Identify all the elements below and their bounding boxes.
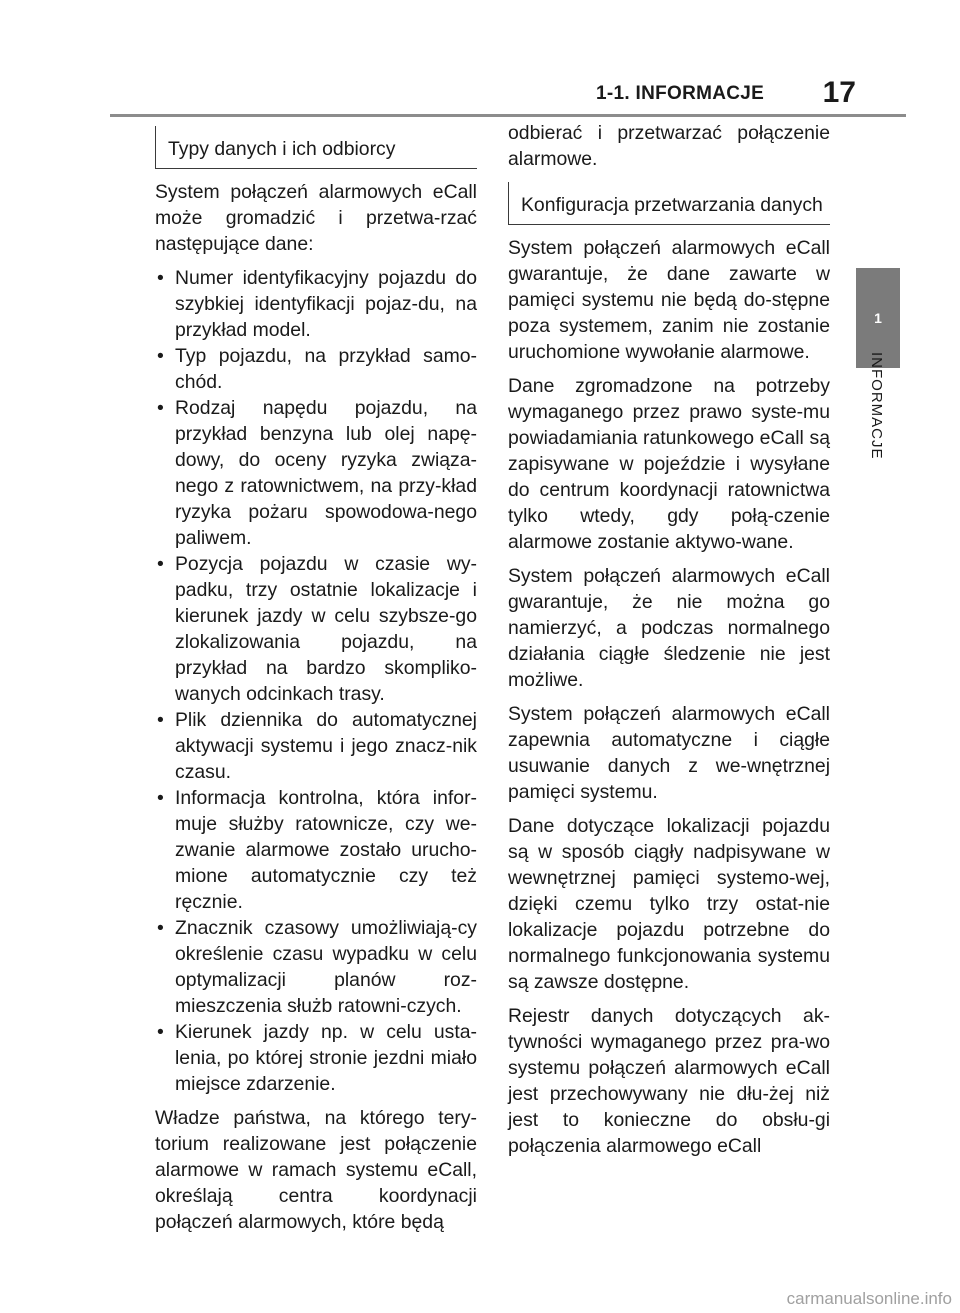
- body-paragraph: System połączeń alarmowych eCall zapewnia automatyczne i ciągłe usuwanie danych z we-wnętrznej pamięci systemu.: [508, 703, 830, 803]
- list-item: • Typ pojazdu, na przykład samo-chód.: [155, 343, 477, 395]
- intro-paragraph: System połączeń alarmowych eCall może gromadzić i przetwa-rzać następujące dane:: [155, 181, 477, 255]
- body-paragraph: Dane dotyczące lokalizacji pojazdu są w sposób ciągły nadpisywane w wewnętrznej pamięci systemo-wej, dzięki czemu tylko trzy ostat-nie lokalizacje pojazdu potrzebne do normalnego funkcjonowania systemu są zawsze dostępne.: [508, 815, 830, 993]
- list-item: • Znacznik czasowy umożliwiają-cy określenie czasu wypadku w celu optymalizacji planów roz-mieszczenia służb ratowni-czych.: [155, 915, 477, 1019]
- section-heading-processing: Konfiguracja przetwarzania danych: [508, 182, 830, 225]
- page-header: [0, 0, 960, 120]
- watermark-link[interactable]: carmanualsonline.info: [786, 1289, 952, 1308]
- continuation-paragraph: odbierać i przetwarzać połączenie alarmowe.: [508, 122, 830, 170]
- chapter-tab-label: INFORMACJE: [868, 352, 885, 460]
- list-item: • Kierunek jazdy np. w celu usta-lenia, po której stronie jezdni miało miejsce zdarzenie.: [155, 1019, 477, 1097]
- body-paragraph: Dane zgromadzone na potrzeby wymaganego przez prawo syste-mu powiadamiania ratunkowego eCall są zapisywane w pojeździe i wysyłane do centrum koordynacji ratownictwa tylko wtedy, gdy połą-czenie alarmowe zostanie aktywo-wane.: [508, 375, 830, 553]
- section-heading-data-types: Typy danych i ich odbiorcy: [155, 126, 477, 169]
- body-paragraph: System połączeń alarmowych eCall gwarantuje, że nie można go namierzyć, a podczas normalnego działania ciągłe śledzenie nie jest możliwe.: [508, 565, 830, 691]
- data-bullet-list: [155, 265, 477, 1097]
- left-column: [155, 120, 477, 1243]
- list-item: • Plik dziennika do automatycznej aktywacji systemu i jego znacz-nik czasu.: [155, 707, 477, 785]
- list-item: • Rodzaj napędu pojazdu, na przykład benzyna lub olej napę-dowy, do oceny ryzyka związa-nego z ratownictwem, na przy-kład ryzyka pożaru spowodowa-nego paliwem.: [155, 395, 477, 551]
- list-item: • Informacja kontrolna, która infor-muje służby ratownicze, czy we-zwanie alarmowe zostało urucho-mione automatycznie czy też ręcznie.: [155, 785, 477, 915]
- list-item: • Pozycja pojazdu w czasie wy-padku, trzy ostatnie lokalizacje i kierunek jazdy w celu szybsze-go zlokalizowania pojazdu, na przykład na bardzo skompliko-wanych odcinkach trasy.: [155, 551, 477, 707]
- right-column: [508, 120, 830, 1167]
- closing-paragraph: Władze państwa, na którego tery-torium realizowane jest połączenie alarmowe w ramach systemu eCall, określają centra koordynacji połączeń alarmowych, które będą: [155, 1107, 477, 1233]
- body-paragraph: Rejestr danych dotyczących ak-tywności wymaganego przez pra-wo systemu połączeń alarmowych eCall jest przechowywany nie dłu-żej niż jest to konieczne do obsłu-gi połączenia alarmowego eCall: [508, 1005, 830, 1157]
- chapter-tab-number: 1: [874, 310, 882, 326]
- page-number: 17: [822, 76, 856, 109]
- body-paragraph: System połączeń alarmowych eCall gwarantuje, że dane zawarte w pamięci systemu nie będą do-stępne poza systemem, zanim nie zostanie uruchomione wywołanie alarmowe.: [508, 237, 830, 363]
- list-item: • Numer identyfikacyjny pojazdu do szybkiej identyfikacji pojaz-du, na przykład model.: [155, 265, 477, 343]
- section-title: 1-1. INFORMACJE: [596, 83, 765, 104]
- header-divider: [110, 114, 906, 117]
